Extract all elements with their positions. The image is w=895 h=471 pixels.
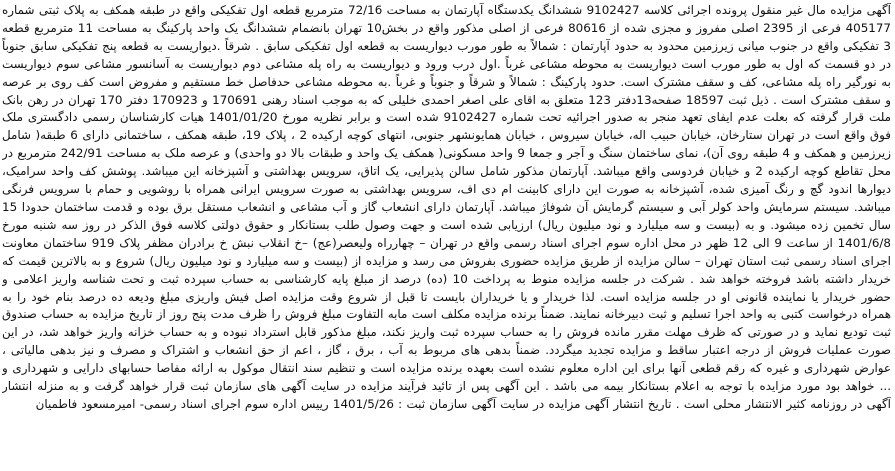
auction-notice — [2, 2, 891, 468]
auction-notice-body: آگهی مزایده مال غیر منقول پرونده اجرائی کلاسه 9102427 ششدانگ یکدستگاه آپارتمان به مساحت 72/16 مترمربع قطعه اول تفکیکی واقع در طبقه همکف به پلاک ثبتی شماره 405177 فرعی از 2395 اصلی مفروز و مجزی شده از 80616 فرعی از اصلی مذکور واقع در بخش10 تهران بانضمام ششدانگ یک واحد پارکینگ به مساحت 11 مترمربع قطعه 3 تفکیکی واقع در جنوب میانی زیرزمین محدود به حدود آپارتمان : شمالاً به طور مورب دیواریست به قطعه اول تفکیکی سابق . شرقاً .دیواریست به قطعه پنج تفکیکی سابق جنوباً در دو قسمت که اول به طور مورب است دیواریست به محوطه مشاعی غرباً .اول درب ورود و دیواریست به راه پله مشاعی دوم دیواریست به آسانسور مشاعی سوم دیواریست به نورگیر راه پله مشاعی، کف و سقف مشترک است. حدود پارکینگ : شمالاً و شرقاً و جنوباً و غرباً .به محوطه مشاعی حدفاصل خط مستقیم و مفروض است کف روی بر عرصه و سقف مشترک است . ذیل ثبت 18597 صفحه13دفتر 123 متعلق به اقای علی اصغر احمدی خلیلی که به موجب اسناد رهنی 170691 و 170923 دفتر 170 تهران در رهن بانک ملت قرار گرفته که بعلت عدم ایفای تعهد منجر به صدور اجرائیه تحت شماره 9102427 شده است و برابر نظریه مورخ 1401/01/20 هیات کارشناسان رسمی دادگستری ملک فوق واقع است در تهران ستارخان، خیابان حبیب اله، خیابان سیروس ، خیابان همایونشهر جنوبی، انتهای کوچه ارکیده 2 ، پلاک 19، طبقه همکف ، ساختمانی دارای 6 طبقه( شامل زیرزمین و همکف و 4 طبقه روی آن)، نمای ساختمان سنگ و آجر و جمعا 9 واحد مسکونی( همکف یک واحد و طبقات بالا دو واحدی) و عرصه ملک به مساحت 242/91 مترمربع در محل تقاطع کوچه ارکیده 2 و خیابان فردوسی واقع میباشد. آپارتمان مذکور شامل سالن پذیرایی، یک اتاق، سرویس بهداشتی و آشپزخانه این میباشد. پوشش کف واحد سرامیک، دیوارها اندود گچ و رنگ آمیزی شده، آشپزخانه به صورت این دارای کابینت ام دی اف، سرویس بهداشتی به صورت سرویس ایرانی همراه با روشویی و حمام با سرویس فرنگی میباشد. سیستم سرمایش واحد کولر آبی و سیستم گرمایش آن شوفاژ میباشد. آپارتمان دارای انشعاب گاز و آب مشاعی و انشعاب مستقل برق بوده و قدمت ساختمان حدودا 15 سال تخمین زده میشود. و به (بیست و سه میلیارد و نود میلیون ریال) ارزیابی شده است و جهت وصول طلب بستانکار و حقوق دولتی کلاسه فوق الذکر در روز سه شنبه مورخ 1401/6/8 از ساعت 9 الی 12 ظهر در محل اداره سوم اجرای اسناد رسمی واقع در تهران – چهارراه ولیعصر(عج) –خ انقلاب نبش خ برادران مظفر پلاک 919 ساختمان معاونت اجرای اسناد رسمی ثبت استان تهران – سالن مزایده از طریق مزایده حضوری بفروش می رسد و مزایده از (بیست و سه میلیارد و نود میلیون ریال) شروع و به بالاترین قیمت که خریدار داشته باشد فروخته خواهد شد . شرکت در جلسه مزایده منوط به پرداخت 10 (ده) درصد از مبلغ پایه کارشناسی به حساب سپرده ثبت و تحت شناسه واریز اعلامی و حضور خریدار یا نماینده قانونی او در جلسه مزایده است. لذا خریدار و یا خریداران بایست تا قبل از شروع وقت مزایده اصل فیش واریزی مبلغ ودیعه ده درصد بنام خود را به همراه درخواست کتبی به واحد اجرا تسلیم و ثبت دبیرخانه نمایند. ضمناً برنده مزایده مکلف است مابه التفاوت مبلغ فروش را ظرف مدت پنج روز از تاریخ مزایده به حساب صندوق ثبت تودیع نماید و در صورتی که ظرف مهلت مقرر مانده فروش را به حساب سپرده ثبت واریز نکند، مبلغ مذکور قابل استرداد نبوده و به حساب خزانه واریز خواهد شد، در این صورت عملیات فروش از درجه اعتبار ساقط و مزایده تجدید میگردد. ضمناً بدهی های مربوط به آب ، برق ، گاز ، اعم از حق انشعاب و اشتراک و مصرف و نیز بدهی مالیاتی ، عوارض شهرداری و غیره که رقم قطعی آنها برای این اداره معلوم نشده است بعهده برنده مزایده است و تنظیم سند انتقال موکول به ارائه مفاصا حسابهای دارایی و شهرداری و ... خواهد بود مورد مزایده با توجه به اعلام بستانکار بیمه می باشد . این آگهی پس از تائید فرآیند مزایده در سایت آگهی های سازمان ثبت قرار خواهد گرفت و به منزله انتشار آگهی در روزنامه کثیر الانتشار محلی است . تاریخ انتشار آگهی مزایده در سایت آگهی سازمان ثبت : 1401/5/26 رییس اداره سوم اجرای اسناد رسمی- امیرمسعود فاطمیان — [2, 3, 891, 411]
